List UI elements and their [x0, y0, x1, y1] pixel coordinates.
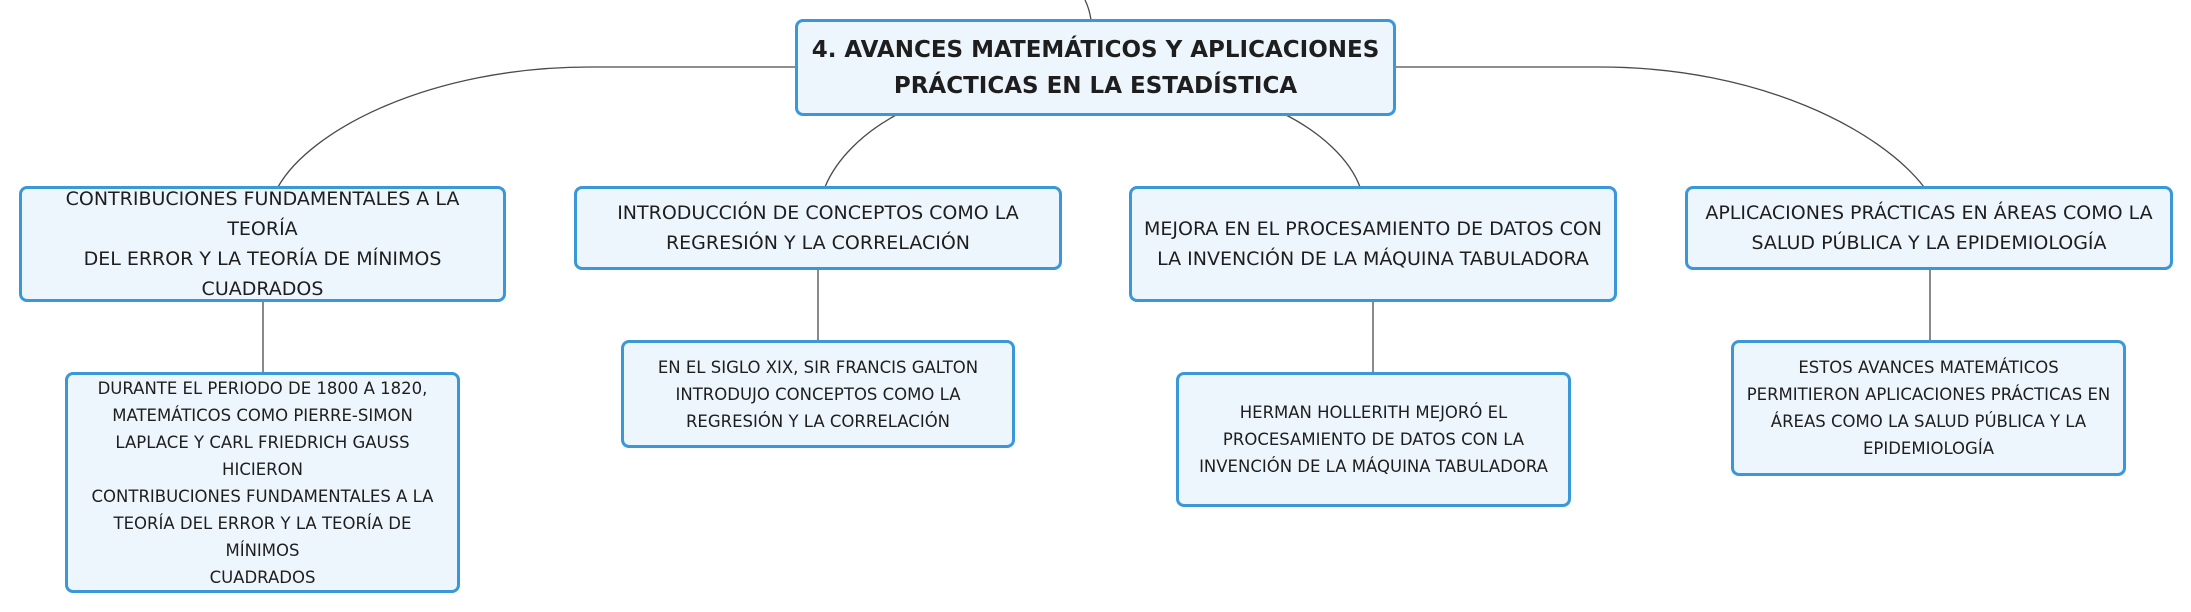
branch-node-2[interactable] — [574, 186, 1062, 270]
branch-node-4[interactable] — [1685, 186, 2173, 270]
branch-node-1-label: CONTRIBUCIONES FUNDAMENTALES A LA TEORÍA DEL ERROR Y LA TEORÍA DE MÍNIMOS CUADRADOS — [65, 188, 460, 300]
connector-root-to-branch-4 — [1395, 67, 1924, 187]
connector-parent-top — [1085, 0, 1091, 20]
detail-node-3-label: HERMAN HOLLERITH MEJORÓ EL PROCESAMIENTO DE DATOS CON LA INVENCIÓN DE LA MÁQUINA TABULADORA — [1199, 403, 1548, 476]
root-node-label: 4. AVANCES MATEMÁTICOS Y APLICACIONES PRÁCTICAS EN LA ESTADÍSTICA — [811, 36, 1380, 99]
branch-node-3[interactable] — [1129, 186, 1617, 302]
branch-node-2-label: INTRODUCCIÓN DE CONCEPTOS COMO LA REGRESIÓN Y LA CORRELACIÓN — [617, 202, 1019, 254]
detail-node-2[interactable] — [621, 340, 1015, 448]
root-node[interactable] — [795, 19, 1396, 116]
branch-node-1[interactable] — [19, 186, 506, 302]
detail-node-4-label: ESTOS AVANCES MATEMÁTICOS PERMITIERON APLICACIONES PRÁCTICAS EN ÁREAS COMO LA SALUD PÚBLICA Y LA EPIDEMIOLOGÍA — [1746, 358, 2111, 458]
connector-root-to-branch-2 — [825, 114, 898, 187]
detail-node-1[interactable] — [65, 372, 460, 593]
detail-node-4[interactable] — [1731, 340, 2126, 476]
detail-node-3[interactable] — [1176, 372, 1571, 507]
branch-node-4-label: APLICACIONES PRÁCTICAS EN ÁREAS COMO LA SALUD PÚBLICA Y LA EPIDEMIOLOGÍA — [1705, 202, 2153, 254]
detail-node-1-label: DURANTE EL PERIODO DE 1800 A 1820, MATEMÁTICOS COMO PIERRE-SIMON LAPLACE Y CARL FRIEDRICH GAUSS HICIERON CONTRIBUCIONES FUNDAMENTALES A LA TEORÍA DEL ERROR Y LA TEORÍA DE MÍNIMOS CUADRADOS — [91, 378, 434, 587]
detail-node-2-label: EN EL SIGLO XIX, SIR FRANCIS GALTON INTRODUJO CONCEPTOS COMO LA REGRESIÓN Y LA CORRELACIÓN — [657, 357, 979, 431]
connector-root-to-branch-3 — [1284, 114, 1360, 187]
branch-node-3-label: MEJORA EN EL PROCESAMIENTO DE DATOS CON LA INVENCIÓN DE LA MÁQUINA TABULADORA — [1143, 218, 1602, 270]
connector-root-to-branch-1 — [278, 67, 795, 187]
